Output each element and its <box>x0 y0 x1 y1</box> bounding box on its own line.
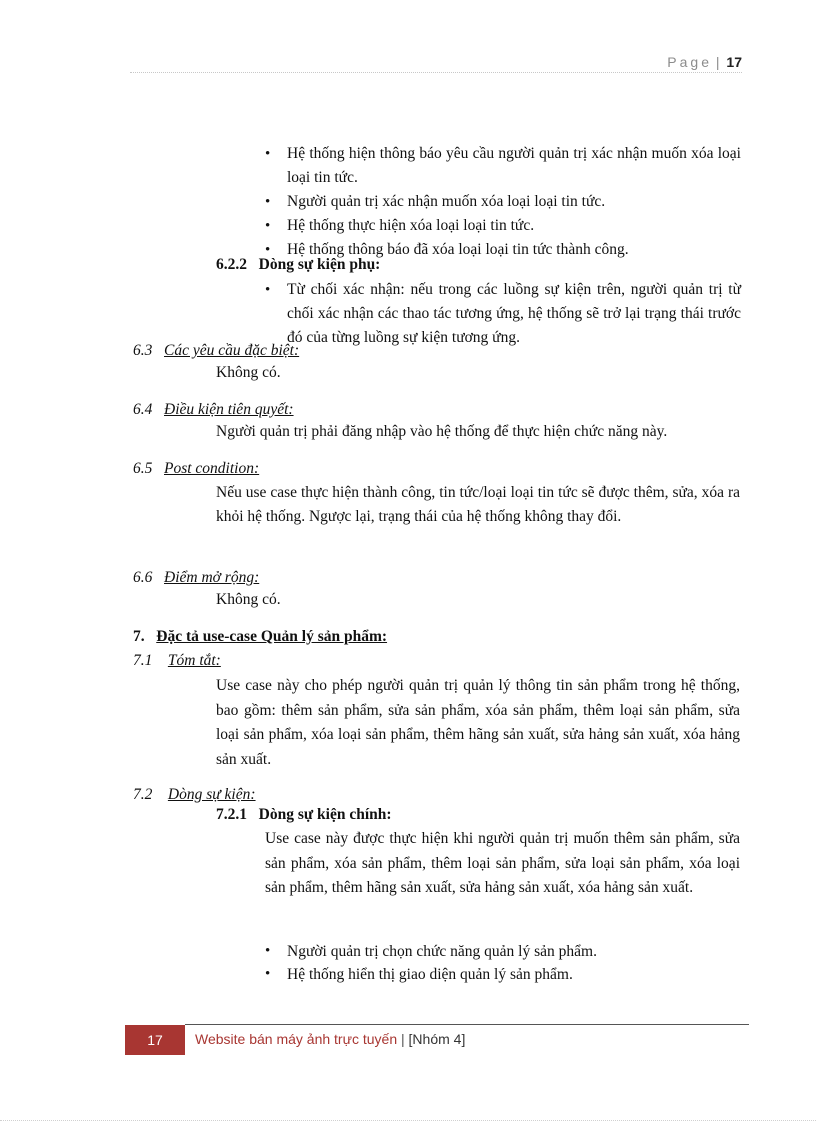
page-label: Page <box>667 54 712 70</box>
section-body: Người quản trị phải đăng nhập vào hệ thống để thực hiện chức năng này. <box>216 423 668 440</box>
alt-flow-bullets <box>287 278 741 350</box>
section-title: Dòng sự kiện: <box>167 786 256 803</box>
footer-divider <box>185 1024 749 1025</box>
section-body: Không có. <box>216 364 281 381</box>
section-title: Dòng sự kiện chính: <box>258 806 392 823</box>
header-separator: | <box>715 54 720 70</box>
section-number: 6.4 <box>133 401 153 418</box>
section-body: Use case này được thực hiện khi người quản trị muốn thêm sản phẩm, sửa sản phẩm, xóa sản phẩm, thêm loại sản phẩm, sửa loại sản phẩm, xóa loại sản phẩm, thêm hãng sản xuất, sửa hảng sản xuất, xóa hảng sản xuất. <box>265 830 740 896</box>
section-title: Tóm tắt: <box>167 652 221 669</box>
section-title: Điều kiện tiên quyết: <box>164 401 294 418</box>
section-6-5-heading <box>133 460 259 478</box>
section-title: Điểm mở rộng: <box>164 569 260 586</box>
header-page-number: 17 <box>726 54 742 70</box>
header-divider <box>130 72 742 73</box>
section-number: 7.2.1 <box>216 806 247 823</box>
event-flow-bullets <box>287 142 741 262</box>
section-6-4-heading <box>133 401 294 419</box>
section-number: 6.3 <box>133 342 153 359</box>
section-number: 6.6 <box>133 569 153 586</box>
section-7-1-heading <box>133 652 221 670</box>
section-number: 7.1 <box>133 652 153 669</box>
section-7-heading <box>133 628 387 646</box>
section-body: Use case này cho phép người quản trị quản lý thông tin sản phẩm trong hệ thống, bao gồm: thêm sản phẩm, sửa sản phẩm, xóa sản phẩm, thêm loại sản phẩm, sửa loại sản phẩm, xóa loại sản phẩm, thêm hãng sản xuất, sửa hảng sản xuất, xóa hảng sản xuất. <box>216 677 740 768</box>
list-item: • Hệ thống thực hiện xóa loại loại tin tức. <box>287 214 741 238</box>
section-number: 7. <box>133 628 145 645</box>
list-item: • Hệ thống hiện thông báo yêu cầu người quản trị xác nhận muốn xóa loại loại tin tức. <box>287 142 741 190</box>
list-item: • Hệ thống hiển thị giao diện quản lý sản phẩm. <box>287 963 741 986</box>
list-item: • Người quản trị chọn chức năng quản lý sản phẩm. <box>287 940 741 963</box>
section-body: Không có. <box>216 591 281 608</box>
section-7-2-1-heading <box>216 806 392 824</box>
section-title: Các yêu cầu đặc biệt: <box>164 342 300 359</box>
footer-project-title: Website bán máy ảnh trực tuyến <box>195 1031 398 1047</box>
section-6-3-heading <box>133 342 299 360</box>
section-title: Post condition: <box>164 460 260 477</box>
list-item: • Hệ thống thông báo đã xóa loại loại tin tức thành công. <box>287 238 741 262</box>
list-item: • Từ chối xác nhận: nếu trong các luồng sự kiện trên, người quản trị từ chối xác nhận các thao tác tương ứng, hệ thống sẽ trở lại trạng thái trước đó của từng luồng sự kiện tương ứng. <box>287 278 741 350</box>
list-item: • Người quản trị xác nhận muốn xóa loại loại tin tức. <box>287 190 741 214</box>
footer-separator: | <box>401 1031 405 1047</box>
footer-page-number: 17 <box>125 1025 185 1055</box>
section-6-6-heading <box>133 569 259 587</box>
section-title: Đặc tả use-case Quản lý sản phẩm: <box>156 628 388 645</box>
footer-group: [Nhóm 4] <box>408 1031 466 1047</box>
section-6-2-2-heading <box>216 256 380 274</box>
section-number: 6.2.2 <box>216 256 247 273</box>
page-bottom-edge <box>0 1120 816 1121</box>
section-number: 6.5 <box>133 460 153 477</box>
main-flow-bullets <box>287 940 741 986</box>
footer-title <box>195 1031 465 1047</box>
section-title: Dòng sự kiện phụ: <box>258 256 381 273</box>
page-header <box>130 54 742 70</box>
section-number: 7.2 <box>133 786 153 803</box>
section-7-2-heading <box>133 786 256 804</box>
section-body: Nếu use case thực hiện thành công, tin tức/loại loại tin tức sẽ được thêm, sửa, xóa ra khỏi hệ thống. Ngược lại, trạng thái của hệ thống không thay đổi. <box>216 484 740 525</box>
